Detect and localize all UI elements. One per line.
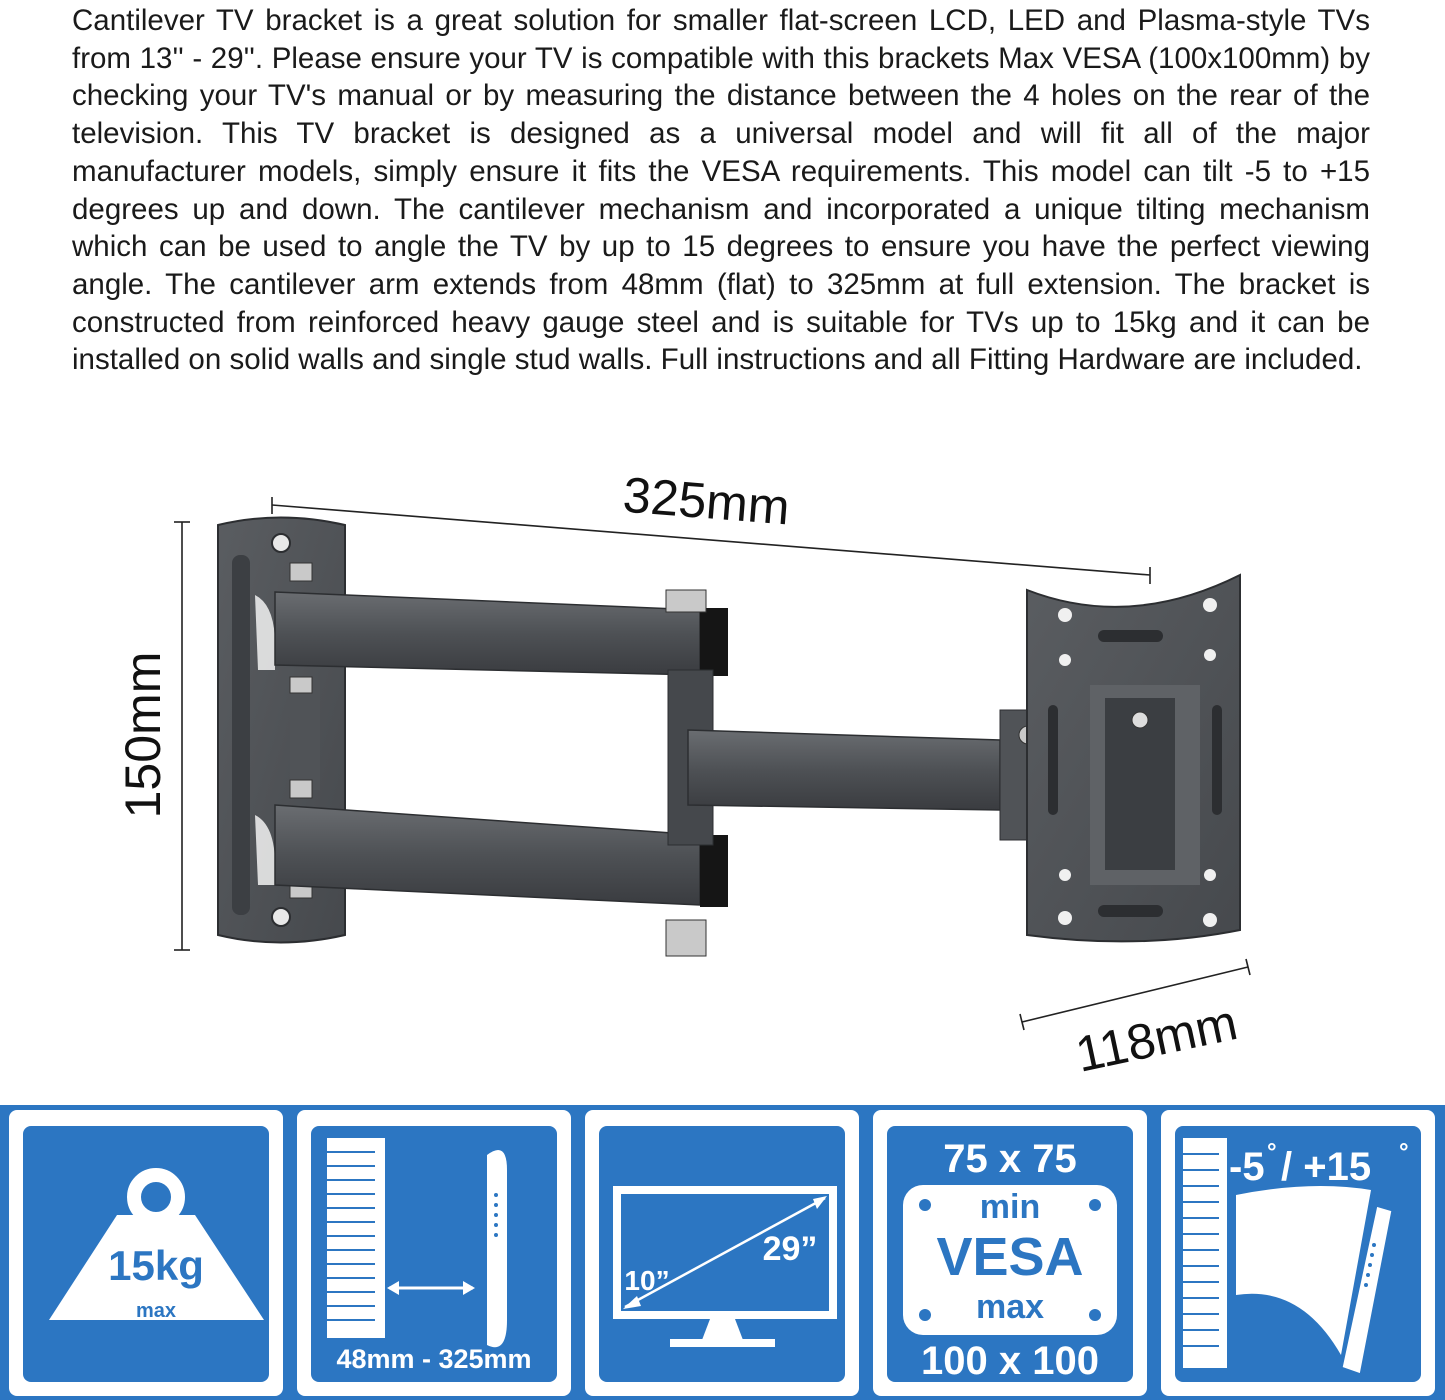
feature-extension [297,1110,571,1396]
screen-max-size: 29” [762,1230,818,1268]
feature-tilt [1161,1110,1435,1396]
brick-wall-icon [1183,1138,1219,1368]
vesa-plate [1027,575,1240,941]
width-dimension-label: 118mm [1070,994,1243,1083]
vesa-min-label: min [979,1188,1041,1226]
vesa-min-size: 75 x 75 [943,1137,1077,1181]
feature-strip [0,1105,1445,1400]
weight-qualifier: max [135,1300,177,1322]
brick-wall-icon [327,1138,375,1338]
vesa-label: VESA [936,1227,1084,1287]
weight-value: 15kg [108,1242,204,1289]
tilt-up-degree: ° [1399,1139,1409,1166]
extension-range: 48mm - 325mm [336,1344,532,1374]
wall-bracket-icon [375,1138,385,1338]
feature-vesa [873,1110,1147,1396]
tv-side-icon [487,1150,507,1347]
vesa-max-size: 100 x 100 [921,1339,1099,1383]
outer-arm [688,710,1040,840]
tilt-down-value: -5 [1229,1145,1265,1189]
height-dimension-label: 150mm [115,651,171,819]
tv-bracket-illustration [0,430,1445,1100]
feature-screen-size [585,1110,859,1396]
length-dimension-label: 325mm [621,466,792,536]
tilt-up-value: / +15 [1281,1145,1372,1189]
tilt-down-degree: ° [1267,1139,1277,1166]
vesa-max-label: max [975,1288,1045,1326]
product-description: Cantilever TV bracket is a great solution for smaller flat-screen LCD, LED and Plasma-style TVs from 13'' - 29''. Please ensure your TV is compatible with this brackets Max VESA (100x100mm) by checking your TV's manual or by measuring the distance between the 4 holes on the rear of the television. This TV bracket is designed as a universal model and will fit all of the major manufacturer models, simply ensure it fits the VESA requirements. This model can tilt -5 to +15 degrees up and down. The cantilever mechanism and incorporated a unique tilting mechanism which can be used to angle the TV by up to 15 degrees to ensure you have the perfect viewing angle. The cantilever arm extends from 48mm (flat) to 325mm at full extension. The bracket is constructed from reinforced heavy gauge steel and is suitable for TVs up to 15kg and it can be installed on solid walls and single stud walls. Full instructions and all Fitting Hardware are included. [72,4,1370,377]
height-dimension-line [174,522,190,950]
wall-bracket-icon [1219,1138,1227,1368]
screen-min-size: 10” [624,1265,670,1296]
feature-weight [9,1110,283,1396]
upper-arm [275,592,728,676]
